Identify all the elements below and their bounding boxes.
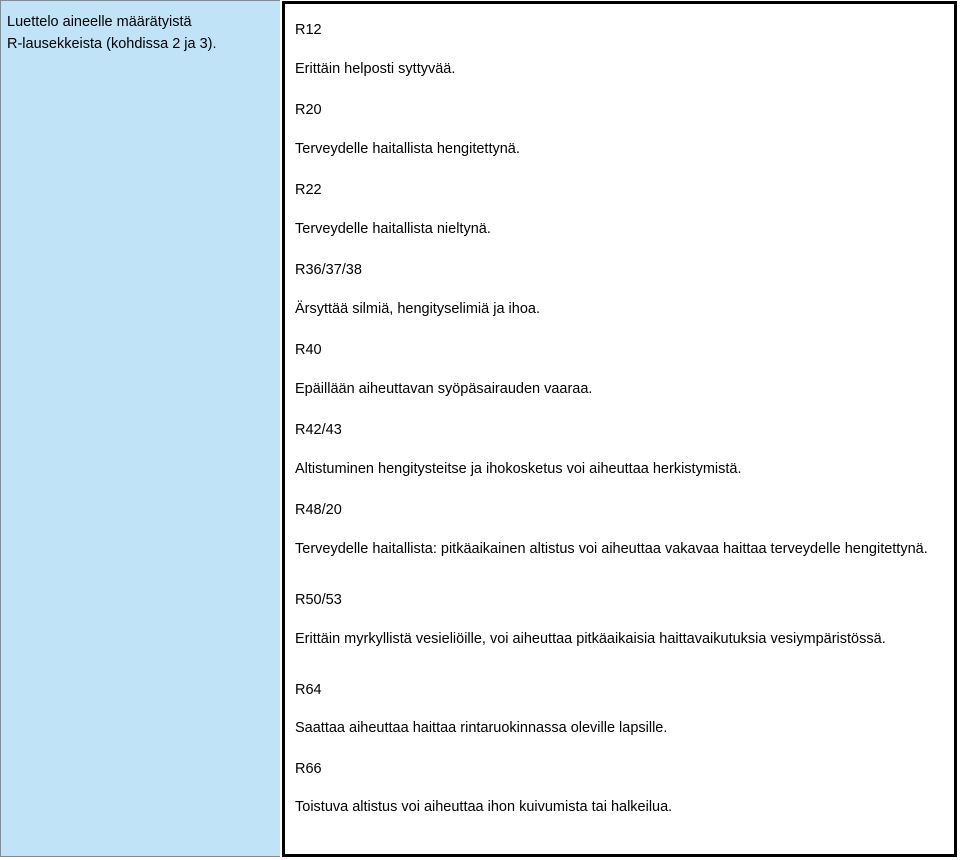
- r-phrase-code: R40: [295, 342, 322, 358]
- r-phrase-item: [295, 420, 944, 479]
- r-phrase-item: [295, 180, 944, 239]
- r-phrase-text: Ärsyttää silmiä, hengityselimiä ja ihoa.: [295, 301, 540, 317]
- r-phrase-item: [295, 500, 944, 559]
- r-phrase-code: R50/53: [295, 592, 342, 608]
- r-phrase-code: R20: [295, 102, 322, 118]
- r-phrase-item: [295, 340, 944, 399]
- r-phrase-list: [295, 20, 944, 817]
- r-phrase-code: R12: [295, 22, 322, 38]
- section-title-line-1: Luettelo aineelle määrätyistä: [7, 14, 192, 30]
- r-phrase-item: [295, 260, 944, 319]
- r-phrase-code: R66: [295, 761, 322, 777]
- r-phrase-text: Terveydelle haitallista hengitettynä.: [295, 141, 520, 157]
- r-phrase-text: Saattaa aiheuttaa haittaa rintaruokinnassa oleville lapsille.: [295, 720, 668, 736]
- r-phrase-code: R22: [295, 182, 322, 198]
- sidebar-label-cell: [0, 0, 280, 857]
- r-phrase-text: Toistuva altistus voi aiheuttaa ihon kuivumista tai halkeilua.: [295, 799, 673, 815]
- section-title-line-2: R-lausekkeista (kohdissa 2 ja 3).: [7, 36, 217, 52]
- r-phrase-text: Altistuminen hengitysteitse ja ihokosketus voi aiheuttaa herkistymistä.: [295, 461, 742, 477]
- r-phrase-item: [295, 100, 944, 159]
- r-phrase-text: Erittäin helposti syttyvää.: [295, 61, 456, 77]
- r-phrase-code: R42/43: [295, 422, 342, 438]
- r-phrase-text: Terveydelle haitallista: pitkäaikainen altistus voi aiheuttaa vakavaa haittaa terveydelle hengitettynä.: [295, 541, 928, 557]
- r-phrase-text: Erittäin myrkyllistä vesieliöille, voi aiheuttaa pitkäaikaisia haittavaikutuksia vesiympäristössä.: [295, 631, 886, 647]
- r-phrase-text: Epäillään aiheuttavan syöpäsairauden vaaraa.: [295, 381, 593, 397]
- r-phrase-code: R64: [295, 682, 322, 698]
- section-title: [7, 11, 274, 55]
- r-phrase-item: [295, 759, 944, 817]
- r-phrase-text: Terveydelle haitallista nieltynä.: [295, 221, 491, 237]
- r-phrase-item: [295, 680, 944, 738]
- r-phrase-code: R48/20: [295, 502, 342, 518]
- r-phrase-item: [295, 20, 944, 79]
- r-phrase-item: [295, 590, 944, 649]
- r-phrase-code: R36/37/38: [295, 262, 362, 278]
- r-phrase-panel: [282, 1, 957, 857]
